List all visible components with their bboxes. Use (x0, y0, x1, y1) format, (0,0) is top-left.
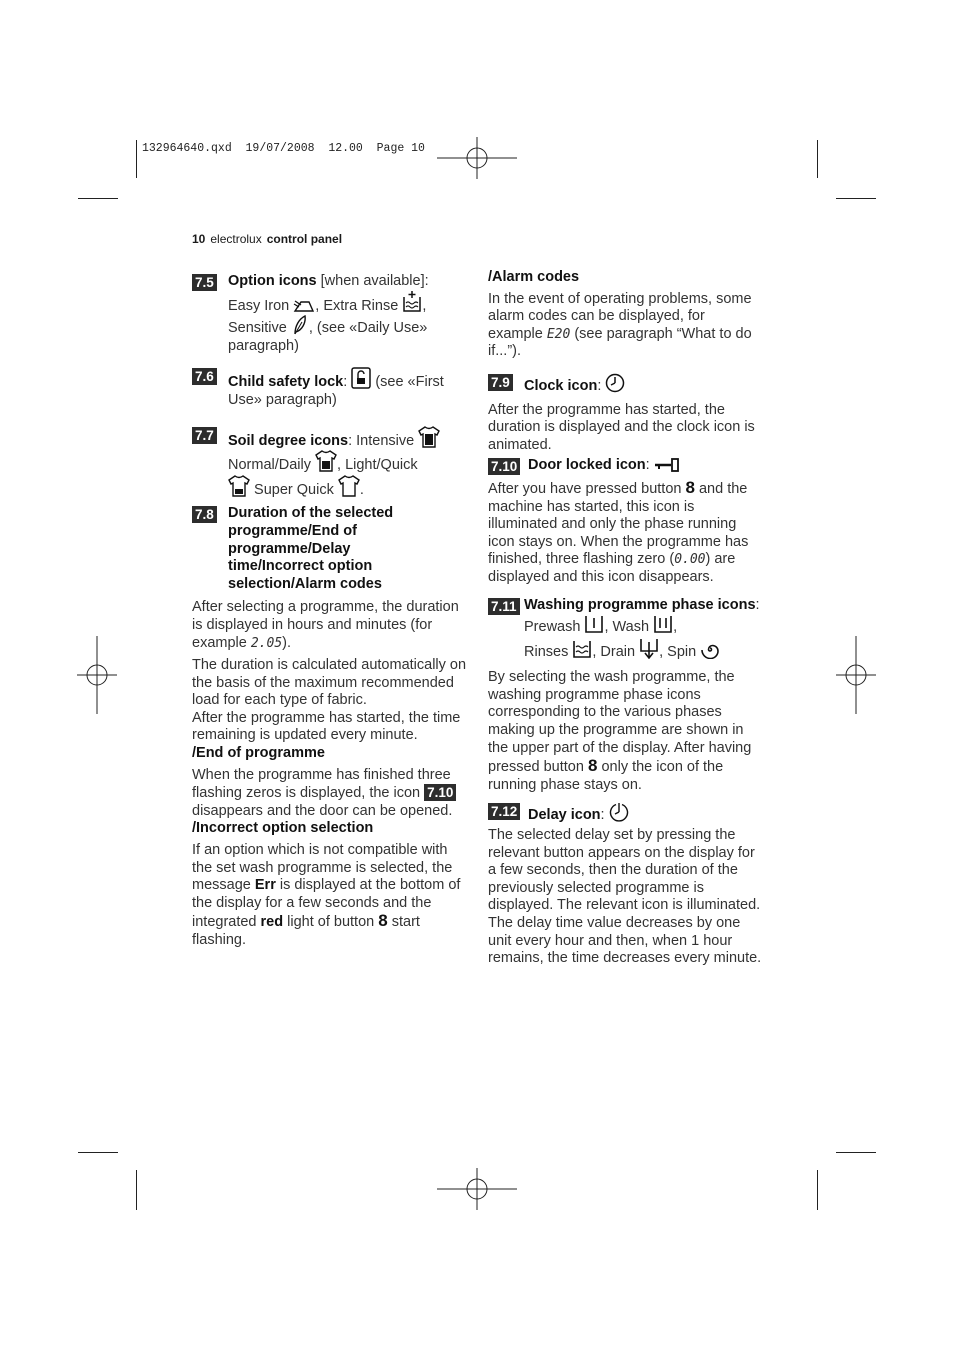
text: : (645, 457, 654, 474)
text: , (see «Daily Use» (308, 320, 428, 337)
button-number: 8 (685, 477, 695, 497)
crop-mark (817, 140, 818, 178)
spin-icon (700, 639, 720, 659)
text: After you have pressed button (488, 480, 686, 497)
section-heading: Clock icon (524, 377, 598, 394)
registration-mark-icon (77, 636, 117, 714)
paragraph: After the programme has started, the duration is displayed and the clock icon is animated. (488, 401, 755, 453)
drain-icon (639, 637, 659, 659)
text: , Light/Quick (337, 457, 418, 474)
super-quick-shirt-icon (338, 475, 360, 497)
section-number-badge: 7.9 (488, 374, 513, 391)
section-heading: Option icons (228, 273, 317, 289)
section-7-8 (192, 505, 468, 593)
text: : (597, 377, 606, 394)
crop-mark (78, 198, 118, 199)
button-number: 8 (378, 911, 388, 931)
rinses-icon (572, 639, 592, 659)
section-7-6 (192, 367, 468, 409)
prewash-icon (584, 614, 604, 634)
section-heading: Child safety lock (228, 374, 344, 391)
crop-mark (78, 1152, 118, 1153)
text: After selecting a programme, the duration is displayed in hours and minutes (for example (192, 599, 459, 651)
subheading-incorrect-option: /Incorrect option selection (192, 820, 374, 837)
crop-mark (817, 1170, 818, 1210)
text: : Intensive (348, 432, 419, 449)
running-header (192, 232, 342, 246)
page-number: 10 (192, 232, 206, 246)
intensive-shirt-icon (418, 426, 440, 448)
text: , Drain (592, 643, 640, 660)
section-reference-badge: 7.10 (424, 784, 456, 801)
section-title: control panel (266, 232, 343, 246)
text: , Extra Rinse (315, 297, 403, 314)
section-7-7 (192, 426, 468, 500)
crop-mark (136, 1170, 137, 1210)
subheading-end-of-programme: /End of programme (192, 745, 325, 762)
text: Easy Iron (228, 297, 294, 314)
text: Rinses (524, 643, 573, 660)
text: (see paragraph “What to do if...”). (488, 325, 752, 360)
button-number: 8 (587, 756, 598, 776)
section-7-12 (488, 802, 763, 825)
red-label: red (260, 914, 284, 931)
extra-rinse-icon (402, 291, 422, 313)
right-column (488, 269, 763, 968)
duration-example: 2.05 (250, 635, 283, 651)
paragraph: The delay time value decreases by one unit every hour and then, when 1 hour remains, the time decreases every minute. (488, 915, 762, 967)
text: : (343, 374, 352, 391)
text: only the icon of the running phase stays on. (488, 759, 724, 793)
paragraph (192, 599, 468, 652)
section-heading: Delay icon (528, 807, 601, 824)
crop-mark (836, 198, 876, 199)
text: , (673, 619, 678, 636)
registration-mark-icon (437, 137, 517, 179)
registration-mark-icon (836, 636, 876, 714)
crop-mark (836, 1152, 876, 1153)
section-number-badge: 7.12 (488, 803, 520, 820)
paragraph (192, 842, 468, 950)
section-heading: Washing programme phase icons (524, 596, 756, 613)
text: and the machine has started, this icon is illuminated and only the phase running icon stays on. When the programme has finished, three flashing zero ( (488, 480, 749, 568)
paragraph: The duration is calculated automatically on the basis of the maximum recommended load for each type of fabric. (192, 657, 467, 709)
text: Normal/Daily (228, 457, 316, 474)
light-quick-shirt-icon (228, 475, 250, 497)
subheading-alarm-codes: /Alarm codes (488, 269, 580, 285)
paragraph (192, 767, 468, 821)
text: Super Quick (250, 481, 338, 498)
section-7-5 (192, 273, 468, 355)
paragraph (488, 479, 763, 587)
section-heading: Door locked icon (528, 457, 646, 474)
zero-display: 0.00 (674, 552, 706, 568)
text: light of button (283, 914, 379, 931)
section-number-badge: 7.10 (488, 458, 520, 475)
brand-name: electrolux (210, 232, 262, 246)
text: start flashing. (192, 914, 420, 948)
text: When the programme has finished three flashing zeros is displayed, the icon (192, 766, 451, 802)
delay-clock-icon (609, 802, 629, 822)
text: , (422, 297, 427, 314)
paragraph: After the programme has started, the time remaining is updated every minute. (192, 709, 461, 744)
section-number-badge: 7.11 (488, 598, 520, 615)
print-slug: 132964640.qxd 19/07/2008 12.00 Page 10 (142, 142, 425, 155)
text: ) are displayed and this icon disappears. (488, 551, 736, 585)
section-number-badge: 7.5 (192, 274, 217, 291)
text: paragraph) (228, 337, 299, 354)
text: [when available]: (316, 273, 429, 289)
err-message: Err (254, 877, 276, 894)
paragraph: The selected delay set by pressing the relevant button appears on the display for a few seconds, then the duration of the previously selected programme is displayed. The relevant icon is illuminated. (488, 827, 761, 914)
text: : (600, 807, 609, 824)
clock-icon (605, 373, 625, 393)
alarm-code: E20 (546, 326, 571, 342)
text: ). (282, 634, 292, 651)
section-heading: Duration of the selected programme/End of programme/Delay time/Incorrect option selection/Alarm codes (228, 505, 394, 592)
sensitive-feather-icon (291, 315, 309, 335)
paragraph (488, 291, 763, 361)
easy-iron-icon (293, 299, 315, 313)
section-number-badge: 7.8 (192, 506, 217, 523)
text: is displayed at the bottom of the display for a few seconds and the integrated (192, 877, 461, 931)
text: disappears and the door can be opened. (192, 802, 453, 819)
text: (see «First (371, 374, 444, 391)
text: , Spin (659, 643, 701, 660)
text: By selecting the wash programme, the washing programme phase icons corresponding to the various phases making up the programme are shown in the upper part of the display. After having pressed button (488, 669, 752, 776)
section-number-badge: 7.6 (192, 368, 217, 385)
section-number-badge: 7.7 (192, 427, 217, 444)
text: . (359, 481, 364, 498)
section-7-10 (488, 457, 763, 475)
text: In the event of operating problems, some alarm codes can be displayed, for example (488, 290, 752, 342)
text: Use» paragraph) (228, 391, 337, 408)
normal-daily-shirt-icon (315, 450, 337, 472)
text: , Wash (604, 619, 654, 636)
door-locked-icon (654, 458, 680, 472)
section-7-11 (488, 597, 763, 662)
paragraph (488, 669, 763, 794)
section-heading: Soil degree icons (228, 432, 349, 449)
section-7-9 (488, 373, 763, 396)
left-column (192, 273, 468, 950)
crop-mark (136, 140, 137, 178)
text: : Prewash (524, 596, 760, 636)
text: Sensitive (228, 320, 291, 337)
registration-mark-icon (437, 1168, 517, 1210)
wash-icon (653, 614, 673, 634)
text: If an option which is not compatible with the set wash programme is selected, the message (192, 842, 453, 894)
child-lock-icon (351, 367, 371, 389)
